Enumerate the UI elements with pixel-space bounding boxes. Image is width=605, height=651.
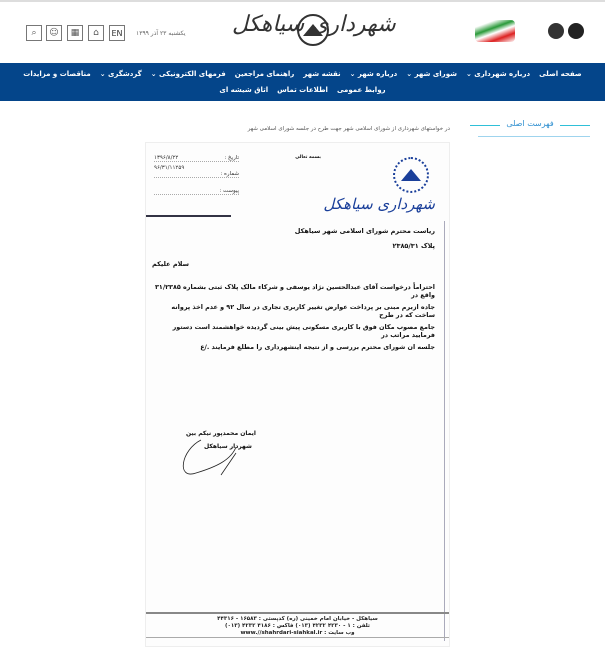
body-line: جاده ازبرم مبنی بر پرداخت عوارض تغییر کاربری تجاری در سال ۹۲ و عدم اخذ پروانه ساخت که در طرح xyxy=(171,303,435,319)
nav-item[interactable]: اتاق شیشه ای xyxy=(219,85,269,94)
search-icon: ⌕ xyxy=(31,28,37,38)
footer-address: سیاهکل - خیابان امام خمینی (ره) کدپستی : ۱۶۵۸۳ - ۴۴۳۱۶ xyxy=(217,616,378,622)
date-text: یکشنبه ۲۳ آذر ۱۳۹۹ xyxy=(136,30,186,37)
body-line: احتراماً درخواست آقای عبدالحسین نژاد یوسفی و شرکاء مالک پلاک ثبتی بشماره ۳۱/۲۳۸۵ واقع در xyxy=(155,283,435,299)
signature-icon xyxy=(176,435,246,485)
logo[interactable]: شهرداری سیاهکل xyxy=(232,12,396,37)
search-button[interactable] xyxy=(26,25,42,41)
nav-item[interactable]: راهنمای مراجعین xyxy=(234,69,295,78)
municipality-seal-icon xyxy=(393,157,429,193)
leader-portrait xyxy=(568,23,584,39)
user-button[interactable] xyxy=(46,25,62,41)
letter-org: شهرداری سیاهکل xyxy=(323,195,435,213)
logo-seal-icon xyxy=(297,14,329,46)
letter-image xyxy=(145,142,450,647)
footer-website: وب سایت : www.//shahrdari-siahkal.ir xyxy=(240,630,355,636)
number-label: شماره : xyxy=(154,171,239,178)
nav-item[interactable]: درباره شهر ⌄ xyxy=(349,69,398,78)
leader-portrait xyxy=(548,23,564,39)
sitemap-icon: ▦ xyxy=(70,28,80,38)
attach-label: پیوست : xyxy=(154,188,239,195)
body-line: جامع مصوب مکان فوق با کاربری مسکونی پیش بینی گردیده خواهشمند است دستور فرمایید مراتب در xyxy=(172,323,435,339)
home-icon: ⌂ xyxy=(93,28,99,38)
bismillah: بسمه تعالی xyxy=(295,155,321,160)
main-nav xyxy=(0,63,605,101)
recipient: ریاست محترم شورای اسلامی شهر سیاهکل xyxy=(294,227,435,235)
nav-item[interactable]: شورای شهر ⌄ xyxy=(406,69,457,78)
sidebar xyxy=(470,119,590,128)
sitemap-button[interactable] xyxy=(67,25,83,41)
nav-item[interactable]: نقشه شهر xyxy=(303,69,341,78)
user-icon: ☺ xyxy=(49,28,59,38)
date-label: تاریخ : xyxy=(224,155,239,161)
language-button[interactable]: EN xyxy=(109,25,125,41)
breadcrumb: در خواستهای شهرداری از شورای اسلامی شهر جهت طرح در جلسه شورای اسلامی شهر xyxy=(247,126,450,132)
sidebar-title[interactable]: فهرست اصلی xyxy=(500,119,560,128)
greeting: سلام علیکم xyxy=(152,260,189,268)
nav-item[interactable]: اطلاعات تماس xyxy=(277,85,328,94)
letter-number: ۹۶/۳۱/۱۱۲۵۹ xyxy=(154,165,185,171)
nav-item[interactable]: درباره شهرداری ⌄ xyxy=(465,69,531,78)
signer-title: شهردار سیاهکل xyxy=(204,443,252,450)
flag-logo-icon xyxy=(475,20,515,42)
letter-date: ۱۳۹۶/۸/۲۲ xyxy=(154,155,179,161)
nav-item[interactable]: مناقصات و مزایدات xyxy=(23,69,91,78)
home-button[interactable] xyxy=(88,25,104,41)
signer-name: ایمان محمدپور نیکم بین xyxy=(186,430,256,437)
nav-item[interactable]: فرمهای الکترونیکی ⌄ xyxy=(150,69,226,78)
letter-footer xyxy=(146,612,449,638)
body-line: جلسه ان شورای محترم بررسی و از نتیجه اینشهرداری را مطلع فرمایند ./ع xyxy=(200,343,435,351)
plaque: پلاک ۲۳۸۵/۳۱ xyxy=(392,242,435,250)
nav-item[interactable]: روابط عمومی xyxy=(336,85,386,94)
footer-phone: تلفن : ۱ - ۴۲۳۰ ۴۲۳۲ (۰۱۳) فاکس : ۴۱۸۶ ۴۲۳۲ (۰۱۳) xyxy=(225,623,370,629)
nav-item[interactable]: گردشگری ⌄ xyxy=(99,69,142,78)
nav-item[interactable]: صفحه اصلی xyxy=(539,69,582,78)
